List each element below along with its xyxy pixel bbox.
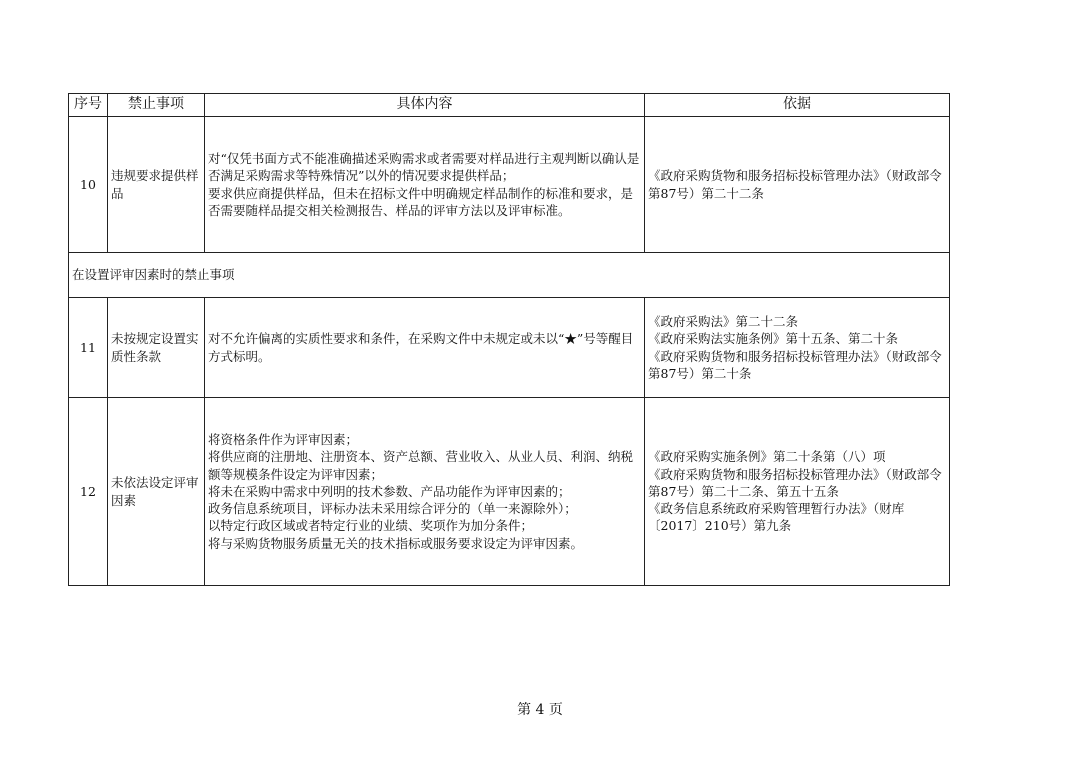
content-line: 政务信息系统项目，评标办法未采用综合评分的（单一来源除外）； xyxy=(208,501,577,517)
row-number: 11 xyxy=(69,298,108,398)
content-line: 对不允许偏离的实质性要求和条件，在采购文件中未规定或未以“★”号等醒目方式标明。 xyxy=(208,331,634,364)
basis-line: 《政府采购货物和服务招标投标管理办法》（财政部令第87号）第二十二条、第五十五条 xyxy=(648,466,942,499)
basis-line: 《政府采购实施条例》第二十条第（八）项 xyxy=(648,449,886,465)
basis-line: 《政务信息系统政府采购管理暂行办法》（财库〔2017〕210号）第九条 xyxy=(648,501,905,534)
section-title: 在设置评审因素时的禁止事项 xyxy=(69,253,950,298)
content-line: 将资格条件作为评审因素； xyxy=(208,432,359,448)
header-basis: 依据 xyxy=(645,94,950,117)
header-item: 禁止事项 xyxy=(108,94,205,117)
table-row xyxy=(69,398,950,586)
row-basis xyxy=(645,398,950,586)
row-content xyxy=(205,398,645,586)
row-item: 违规要求提供样品 xyxy=(108,117,205,253)
header-number: 序号 xyxy=(69,94,108,117)
header-content: 具体内容 xyxy=(205,94,645,117)
basis-line: 《政府采购货物和服务招标投标管理办法》（财政部令第87号）第二十二条 xyxy=(648,168,942,201)
regulation-table xyxy=(68,93,950,586)
basis-line: 《政府采购货物和服务招标投标管理办法》（财政部令第87号）第二十条 xyxy=(648,348,942,381)
basis-line: 《政府采购法》第二十二条 xyxy=(648,314,799,330)
table-header-row xyxy=(69,94,950,117)
section-row xyxy=(69,253,950,298)
row-number: 10 xyxy=(69,117,108,253)
content-line: 要求供应商提供样品，但未在招标文件中明确规定样品制作的标准和要求，是否需要随样品提交相关检测报告、样品的评审方法以及评审标准。 xyxy=(208,185,634,218)
page-number: 第 4 页 xyxy=(517,702,563,718)
row-number: 12 xyxy=(69,398,108,586)
content-line: 将与采购货物服务质量无关的技术指标或服务要求设定为评审因素。 xyxy=(208,535,584,551)
table-row xyxy=(69,298,950,398)
content-line: 将供应商的注册地、注册资本、资产总额、营业收入、从业人员、利润、纳税额等规模条件设定为评审因素； xyxy=(208,449,634,482)
row-basis xyxy=(645,117,950,253)
row-basis xyxy=(645,298,950,398)
content-line: 以特定行政区域或者特定行业的业绩、奖项作为加分条件； xyxy=(208,518,534,534)
content-line: 将未在采购中需求中列明的技术参数、产品功能作为评审因素的； xyxy=(208,483,571,499)
row-content xyxy=(205,117,645,253)
basis-line: 《政府采购法实施条例》第十五条、第二十条 xyxy=(648,331,899,347)
row-item: 未按规定设置实质性条款 xyxy=(108,298,205,398)
row-item: 未依法设定评审因素 xyxy=(108,398,205,586)
row-content xyxy=(205,298,645,398)
table-row xyxy=(69,117,950,253)
content-line: 对“仅凭书面方式不能准确描述采购需求或者需要对样品进行主观判断以确认是否满足采购需求等特殊情况”以外的情况要求提供样品； xyxy=(208,151,640,184)
